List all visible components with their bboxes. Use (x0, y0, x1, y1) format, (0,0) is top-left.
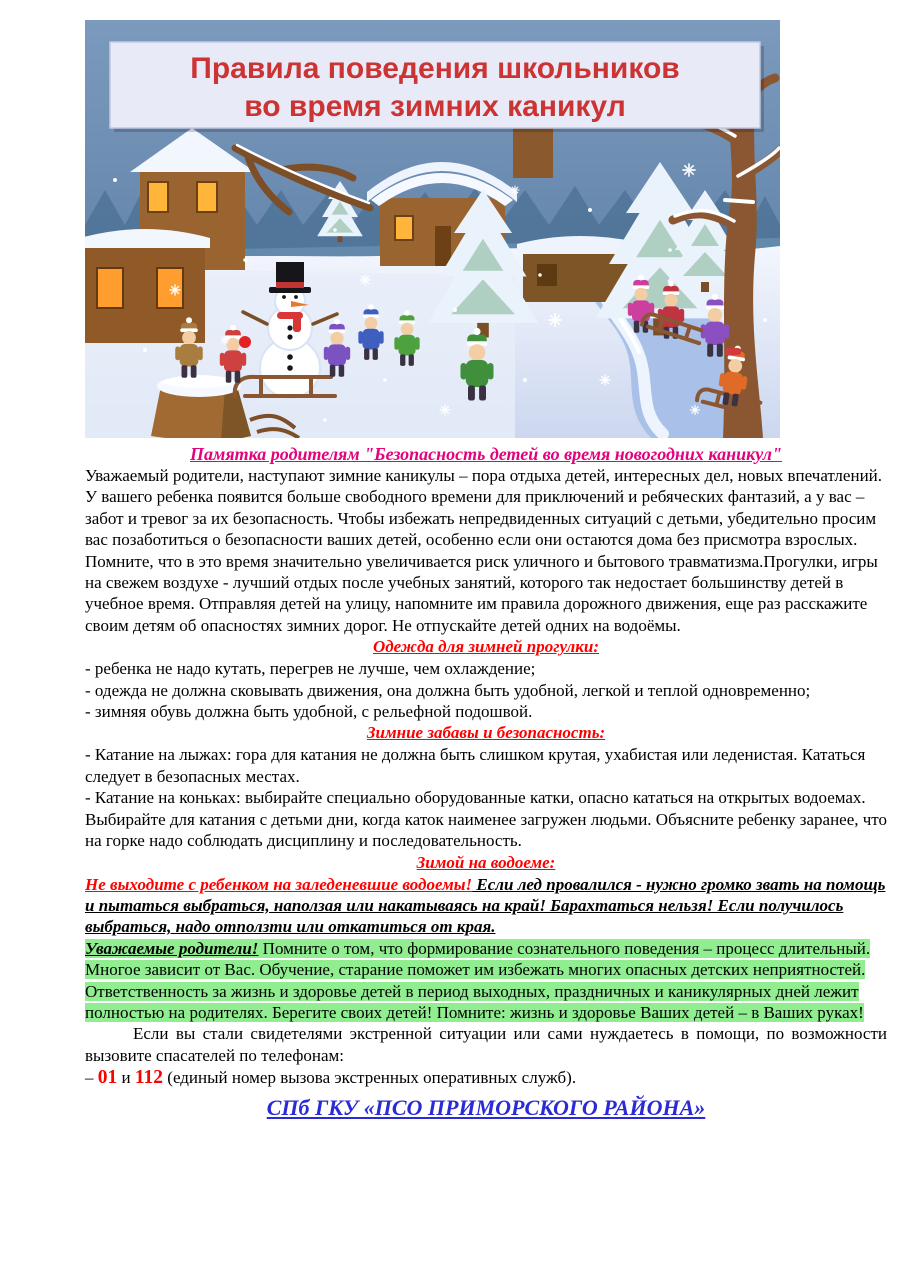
water-warning-red: Не выходите с ребенком на заледеневшие водоемы! (85, 874, 473, 894)
parents-text: Помните о том, что формирование сознательного поведения – процесс длительный. Многое зависит от Вас. Обучение, старание поможет им избежать многих опасных детских неприятностей. (85, 938, 871, 980)
winter-poster-illustration (85, 20, 780, 438)
water-heading: Зимой на водоеме: (416, 852, 556, 872)
organization-footer: СПб ГКУ «ПСО ПРИМОРСКОГО РАЙОНА» (266, 1095, 706, 1121)
fun-heading: Зимние забавы и безопасность: (366, 723, 606, 743)
clothes-item: - ребенка не надо кутать, перегрев не лучше, чем охлаждение; (85, 659, 536, 679)
responsibility-text: Ответственность за жизнь и здоровье детей в период выходных, праздничных и каникулярных дней лежит полностью на родителях. Берегите своих детей! Помните: жизнь и здоровье Ваших детей – в Ваших руках! (85, 981, 864, 1022)
document-page (85, 20, 887, 1121)
clothes-heading: Одежда для зимней прогулки: (372, 637, 600, 657)
fun-item: - Катание на лыжах: гора для катания не должна быть слишком крутая, ухабистая или леденистая. Кататься следует в безопасных местах. (85, 745, 866, 786)
phone-and: и (117, 1068, 135, 1088)
water-warning-black: Если лед провалился - нужно громко звать на помощь и пытаться выбраться, наползая или накатываясь на край! Барахтаться нельзя! Если получилось выбраться, надо отползти или откатиться от края. (85, 874, 886, 937)
banner-title-line1: Правила поведения школьников (190, 52, 680, 85)
phone-number-112: 112 (134, 1067, 164, 1089)
phone-dash: – (85, 1068, 98, 1088)
responsibility-note (85, 981, 887, 1024)
parents-lead: Уважаемые родители! (85, 938, 259, 958)
phone-line (85, 1066, 887, 1090)
poster-banner (110, 42, 764, 132)
clothes-item: - одежда не должна сковывать движения, она должна быть удобной, легкой и теплой одновременно; (85, 680, 811, 700)
clothes-item: - зимняя обувь должна быть удобной, с рельефной подошвой. (85, 702, 533, 722)
water-warning (85, 874, 887, 938)
memo-heading: Памятка родителям "Безопасность детей во время новогодних каникул" (190, 444, 782, 464)
banner-title-line2: во время зимних каникул (244, 90, 626, 123)
parents-note (85, 938, 887, 981)
intro-paragraph: Уважаемый родители, наступают зимние каникулы – пора отдыха детей, интересных дел, новых впечатлений. У вашего ребенка появится больше свободного времени для приключений и ребяческих фантазий, а у вас – забот и тревог за их безопасность. Чтобы избежать непредвиденных ситуаций с детьми, убедительно просим вас позаботиться о безопасности ваших детей, особенно если они остаются дома без присмотра взрослых. Помните, что в это время значительно увеличивается риск уличного и бытового травматизма.Прогулки, игры на свежем воздухе - лучший отдых после учебных занятий, которого так недостает большинству детей в учебное время. Отправляя детей на улицу, напомните им правила дорожного движения, еще раз расскажите своим детям об опасностях зимних дорог. Не отпускайте детей одних на водоёмы. (85, 466, 883, 635)
phone-number-01: 01 (97, 1067, 118, 1089)
fun-item: - Катание на коньках: выбирайте специально оборудованные катки, опасно кататься на открытых водоемах. Выбирайте для катания с детьми дни, когда каток наименее загружен людьми. Объясните ребенку заранее, что на горке надо соблюдать дисциплину и последовательность. (85, 788, 888, 851)
phone-tail: (единый номер вызова экстренных оперативных служб). (163, 1068, 577, 1088)
emergency-paragraph: Если вы стали свидетелями экстренной ситуации или сами нуждаетесь в помощи, по возможности вызовите спасателей по телефонам: (85, 1024, 887, 1065)
